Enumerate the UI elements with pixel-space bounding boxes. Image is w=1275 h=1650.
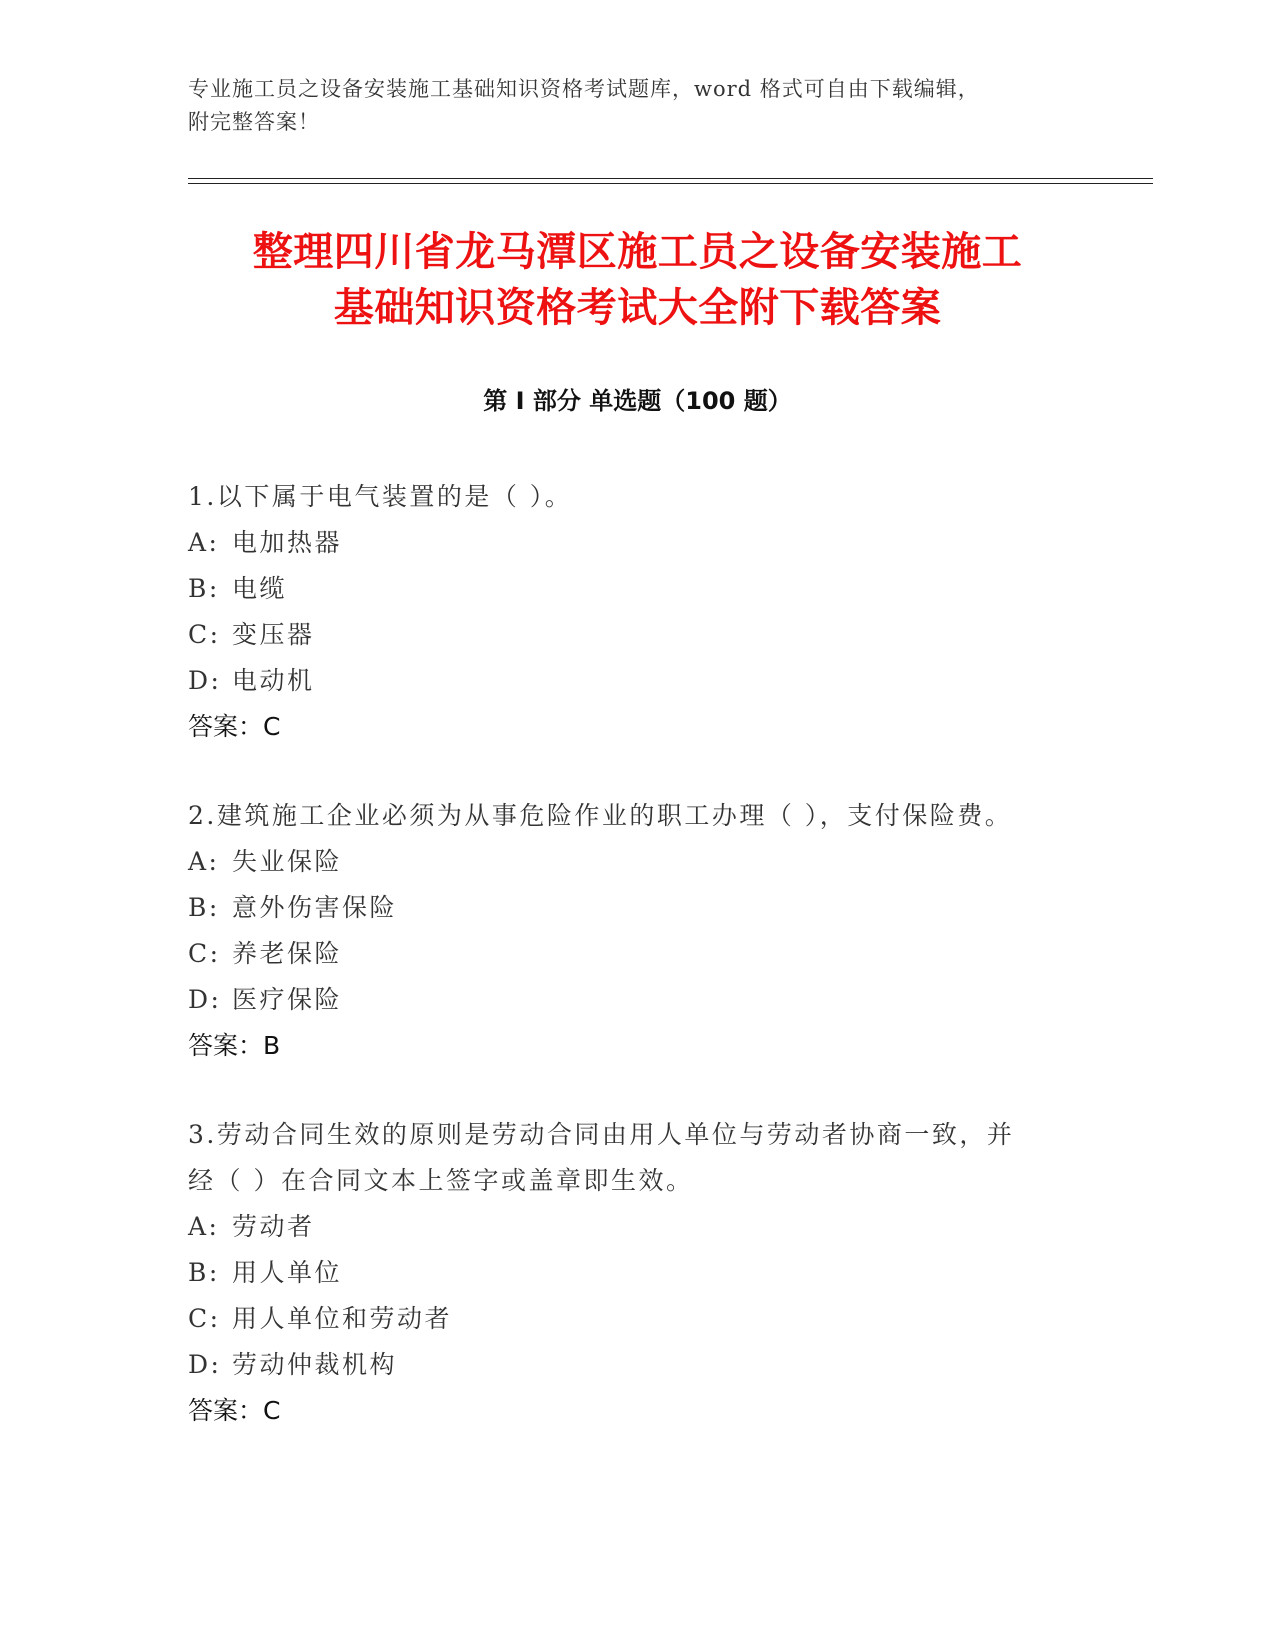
question-stem: 3.劳动合同生效的原则是劳动合同由用人单位与劳动者协商一致，并 (188, 1120, 1015, 1149)
option-text: 电缆 (232, 574, 288, 603)
option-c (188, 931, 1068, 977)
option-text: 电加热器 (232, 528, 343, 557)
option-letter: C: (188, 620, 221, 649)
option-b (188, 1250, 1068, 1296)
option-text: 变压器 (232, 620, 315, 649)
document-title-line-2: 基础知识资格考试大全附下载答案 (333, 285, 942, 331)
document-title (100, 224, 1175, 336)
option-letter: C: (188, 939, 221, 968)
question-1 (188, 474, 1068, 750)
option-text: 意外伤害保险 (232, 893, 398, 922)
header-divider-bottom (188, 183, 1153, 184)
option-text: 失业保险 (232, 847, 343, 876)
option-b (188, 566, 1068, 612)
question-2 (188, 793, 1068, 1069)
question-stem: 2.建筑施工企业必须为从事危险作业的职工办理（ ），支付保险费。 (188, 801, 1013, 830)
answer: 答案：C (188, 712, 281, 741)
document-title-line-1: 整理四川省龙马潭区施工员之设备安装施工 (252, 229, 1023, 275)
option-a (188, 520, 1068, 566)
option-c (188, 612, 1068, 658)
option-d (188, 1342, 1068, 1388)
option-text: 医疗保险 (232, 985, 343, 1014)
question-stem-continued: 经（ ）在合同文本上签字或盖章即生效。 (188, 1166, 694, 1195)
option-d (188, 977, 1068, 1023)
option-c (188, 1296, 1068, 1342)
header-divider-top (188, 178, 1153, 179)
option-letter: D: (188, 1350, 222, 1379)
option-b (188, 885, 1068, 931)
option-letter: B: (188, 574, 220, 603)
option-text: 劳动者 (232, 1212, 315, 1241)
option-a (188, 1204, 1068, 1250)
header-note-line-2: 附完整答案！ (188, 110, 320, 134)
option-letter: A: (188, 528, 220, 557)
option-letter: D: (188, 666, 222, 695)
option-text: 用人单位和劳动者 (232, 1304, 453, 1333)
option-letter: A: (188, 1212, 220, 1241)
question-stem: 1.以下属于电气装置的是（ ）。 (188, 482, 573, 511)
option-letter: C: (188, 1304, 221, 1333)
option-letter: B: (188, 893, 220, 922)
option-d (188, 658, 1068, 704)
header-note-line-1: 专业施工员之设备安装施工基础知识资格考试题库，word 格式可自由下载编辑， (188, 77, 980, 101)
option-text: 用人单位 (232, 1258, 343, 1287)
section-title: 第 I 部分 单选题（100 题） (483, 387, 792, 415)
header-note (188, 73, 1068, 139)
answer: 答案：C (188, 1396, 281, 1425)
option-letter: A: (188, 847, 220, 876)
option-letter: B: (188, 1258, 220, 1287)
question-3 (188, 1112, 1068, 1434)
option-text: 劳动仲裁机构 (232, 1350, 398, 1379)
option-a (188, 839, 1068, 885)
option-letter: D: (188, 985, 222, 1014)
option-text: 电动机 (232, 666, 315, 695)
answer: 答案：B (188, 1031, 281, 1060)
option-text: 养老保险 (232, 939, 343, 968)
